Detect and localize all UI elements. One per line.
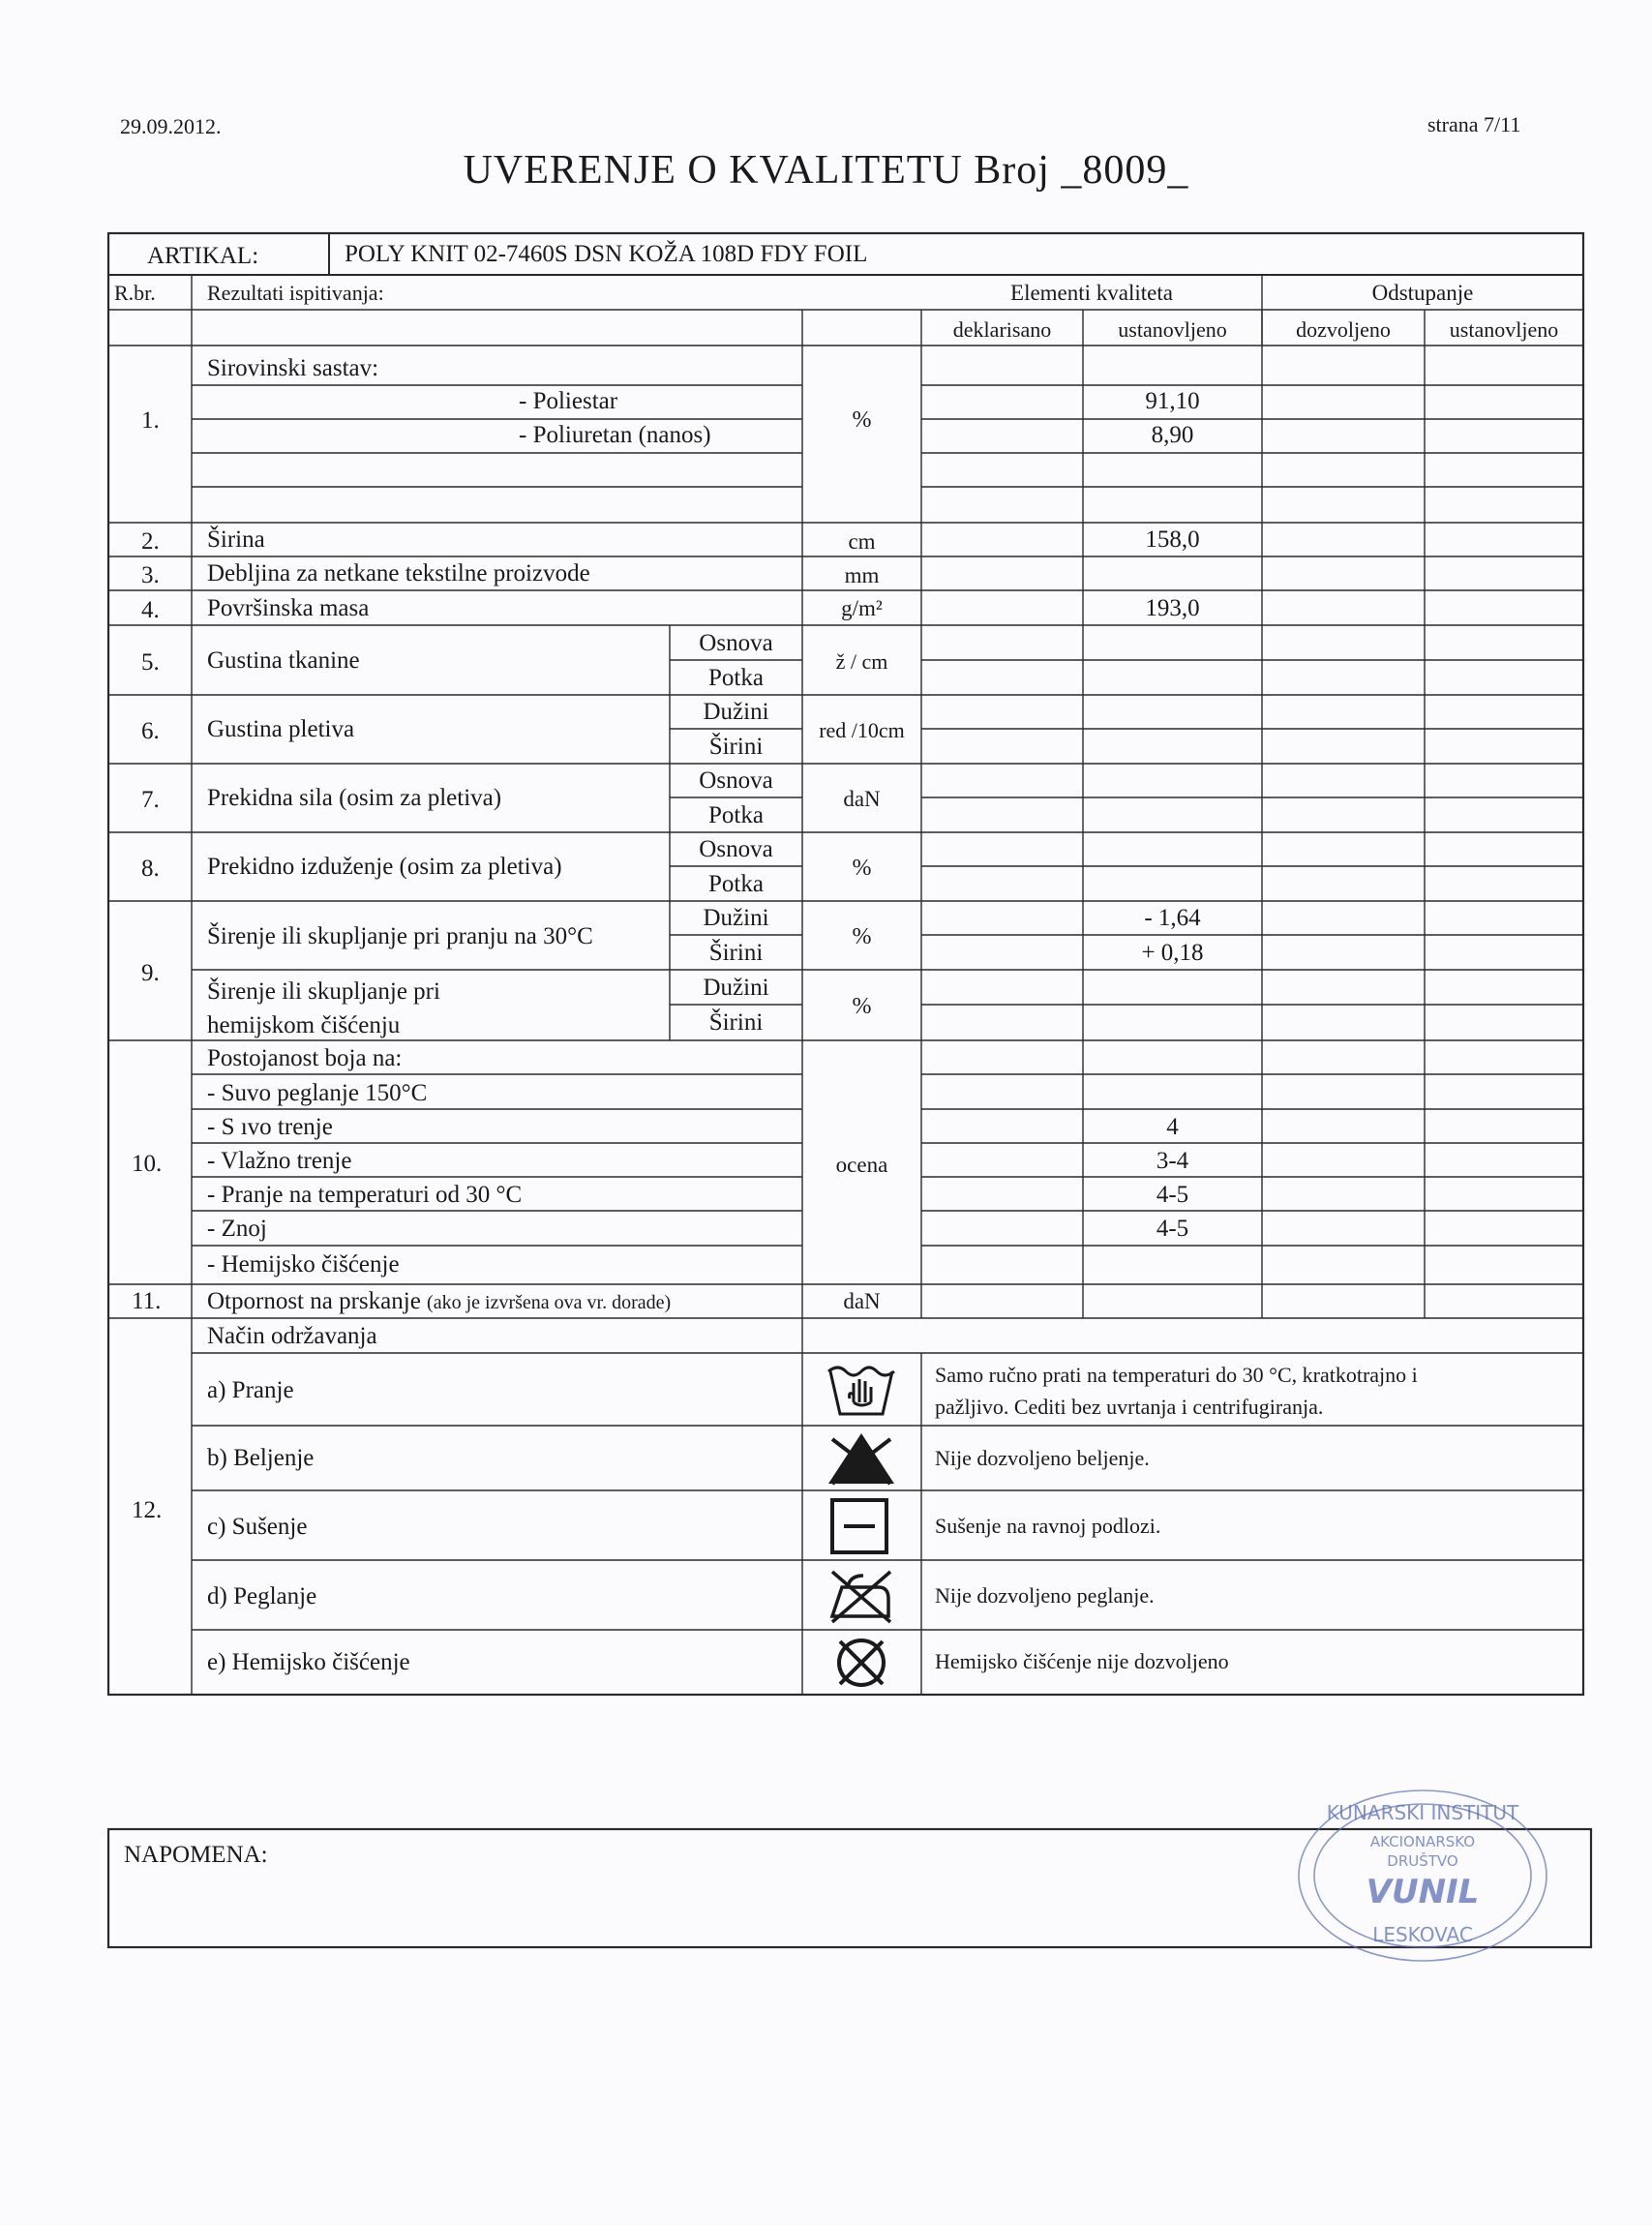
row-7-sub-2: Potka <box>708 802 764 828</box>
note-label: NAPOMENA: <box>124 1842 268 1868</box>
row-10-item: - S ıvo trenje <box>207 1114 333 1140</box>
stamp-line-4: VUNIL <box>1366 1873 1480 1911</box>
institute-stamp <box>1292 1779 1553 1972</box>
document-date: 29.09.2012. <box>120 114 222 138</box>
row-9-sub-2: Širini <box>708 940 764 966</box>
row-8-sub-1: Osnova <box>699 836 773 862</box>
row-7-name: Prekidna sila (osim za pletiva) <box>207 785 502 811</box>
row-10-value: 4-5 <box>1156 1182 1189 1208</box>
care-text-ironing: Nije dozvoljeno peglanje. <box>935 1583 1155 1608</box>
no-bleach-icon <box>825 1429 898 1488</box>
row-6-sub-1: Dužini <box>703 699 769 725</box>
row-10-item: - Vlažno trenje <box>207 1148 352 1174</box>
row-1-item-b: - Poliuretan (nanos) <box>519 422 711 448</box>
row-2-name: Širina <box>207 526 265 553</box>
column-established-deviation: ustanovljeno <box>1449 317 1559 342</box>
document-title: UVERENJE O KVALITETU Broj _8009_ <box>463 148 1189 193</box>
row-number: 12. <box>132 1497 163 1523</box>
row-5-sub-1: Osnova <box>699 630 773 656</box>
row-number: 9. <box>141 960 160 986</box>
row-9-sub-4: Širini <box>708 1009 764 1036</box>
row-1-item-a: - Poliestar <box>519 388 618 414</box>
row-9-unit-drycleaning: % <box>852 994 872 1019</box>
row-4-value: 193,0 <box>1145 595 1200 621</box>
row-4-name: Površinska masa <box>207 595 370 621</box>
row-number: 3. <box>141 562 160 588</box>
stamp-line-3: DRUŠTVO <box>1387 1852 1458 1870</box>
hand-wash-icon <box>825 1360 898 1420</box>
row-10-value: 4-5 <box>1156 1216 1189 1242</box>
row-10-item: - Pranje na temperaturi od 30 °C <box>207 1182 523 1208</box>
row-10-title: Postojanost boja na: <box>207 1045 403 1071</box>
dry-flat-icon <box>828 1496 892 1556</box>
row-11-name: Otpornost na prskanje (ako je izvršena ova vr. dorade) <box>207 1288 672 1314</box>
care-text-drying: Sušenje na ravnoj podlozi. <box>935 1514 1161 1538</box>
care-label-drying: c) Sušenje <box>207 1514 308 1540</box>
row-6-sub-2: Širini <box>708 734 764 760</box>
care-text-washing-1: Samo ručno prati na temperaturi do 30 °C, kratkotrajno i <box>935 1363 1418 1387</box>
row-5-name: Gustina tkanine <box>207 647 360 674</box>
row-6-unit: red /10cm <box>819 718 905 742</box>
no-dry-clean-icon <box>830 1636 892 1690</box>
row-number: 5. <box>141 649 160 676</box>
row-1-value-b: 8,90 <box>1151 422 1194 448</box>
care-label-bleaching: b) Beljenje <box>207 1445 315 1471</box>
column-allowed: dozvoljeno <box>1296 317 1391 342</box>
row-11-unit: daN <box>843 1289 881 1313</box>
stamp-line-2: AKCIONARSKO <box>1369 1833 1476 1850</box>
care-text-drycleaning: Hemijsko čišćenje nije dozvoljeno <box>935 1649 1229 1673</box>
row-1-value-a: 91,10 <box>1145 388 1200 414</box>
column-rbr: R.br. <box>114 281 156 305</box>
row-6-name: Gustina pletiva <box>207 716 355 742</box>
care-label-washing: a) Pranje <box>207 1377 294 1403</box>
row-9-unit-washing: % <box>852 924 872 949</box>
row-9-name-drycleaning-2: hemijskom čišćenju <box>207 1012 401 1038</box>
row-9-value-2: + 0,18 <box>1141 940 1204 966</box>
row-1-title: Sirovinski sastav: <box>207 355 379 381</box>
row-7-unit: daN <box>843 787 881 811</box>
row-5-sub-2: Potka <box>708 665 764 691</box>
row-number: 2. <box>141 528 160 555</box>
row-number: 1. <box>141 407 160 434</box>
row-8-name: Prekidno izduženje (osim za pletiva) <box>207 854 562 880</box>
row-number: 8. <box>141 856 160 882</box>
row-10-value: 3-4 <box>1156 1148 1189 1174</box>
row-5-unit: ž / cm <box>835 649 888 674</box>
row-11-note: (ako je izvršena ova vr. dorade) <box>427 1292 672 1313</box>
row-number: 10. <box>132 1151 163 1177</box>
care-label-ironing: d) Peglanje <box>207 1583 317 1609</box>
row-10-item: - Znoj <box>207 1216 267 1242</box>
page-number: strana 7/11 <box>1427 112 1521 136</box>
row-7-sub-1: Osnova <box>699 767 773 794</box>
row-number: 6. <box>141 718 160 744</box>
row-8-sub-2: Potka <box>708 871 764 897</box>
article-value: POLY KNIT 02-7460S DSN KOŽA 108D FDY FOIL <box>345 241 868 267</box>
row-number: 11. <box>132 1288 162 1314</box>
stamp-line-1: KUNARSKI INSTITUT <box>1326 1801 1519 1824</box>
column-declared: deklarisano <box>952 317 1052 342</box>
row-8-unit: % <box>852 856 872 881</box>
row-3-unit: mm <box>844 563 880 587</box>
column-deviation: Odstupanje <box>1371 281 1474 305</box>
row-3-name: Debljina za netkane tekstilne proizvode <box>207 560 590 586</box>
row-9-sub-3: Dužini <box>703 975 769 1001</box>
row-10-unit: ocena <box>835 1153 888 1177</box>
row-9-name-drycleaning-1: Širenje ili skupljanje pri <box>207 978 440 1005</box>
row-10-item: - Hemijsko čišćenje <box>207 1251 400 1278</box>
row-2-unit: cm <box>848 529 876 554</box>
article-label: ARTIKAL: <box>147 243 259 269</box>
care-text-washing-2: pažljivo. Cediti bez uvrtanja i centrifugiranja. <box>935 1395 1324 1419</box>
row-number: 4. <box>141 597 160 623</box>
row-2-value: 158,0 <box>1145 526 1200 553</box>
column-quality: Elementi kvaliteta <box>1010 281 1173 305</box>
no-iron-icon <box>825 1566 898 1626</box>
row-10-value: 4 <box>1166 1114 1179 1140</box>
row-9-value-1: - 1,64 <box>1144 905 1201 931</box>
row-number: 7. <box>141 787 160 813</box>
column-established: ustanovljeno <box>1118 317 1227 342</box>
row-9-name-washing: Širenje ili skupljanje pri pranju na 30°C <box>207 923 593 949</box>
care-label-drycleaning: e) Hemijsko čišćenje <box>207 1649 410 1675</box>
stamp-line-5: LESKOVAC <box>1372 1923 1473 1946</box>
row-9-sub-1: Dužini <box>703 905 769 931</box>
row-12-title: Način održavanja <box>207 1323 377 1349</box>
column-results: Rezultati ispitivanja: <box>207 281 384 305</box>
row-10-item: - Suvo peglanje 150°C <box>207 1080 428 1106</box>
row-4-unit: g/m² <box>841 596 883 620</box>
care-text-bleaching: Nije dozvoljeno beljenje. <box>935 1446 1150 1470</box>
row-1-unit: % <box>852 407 872 433</box>
